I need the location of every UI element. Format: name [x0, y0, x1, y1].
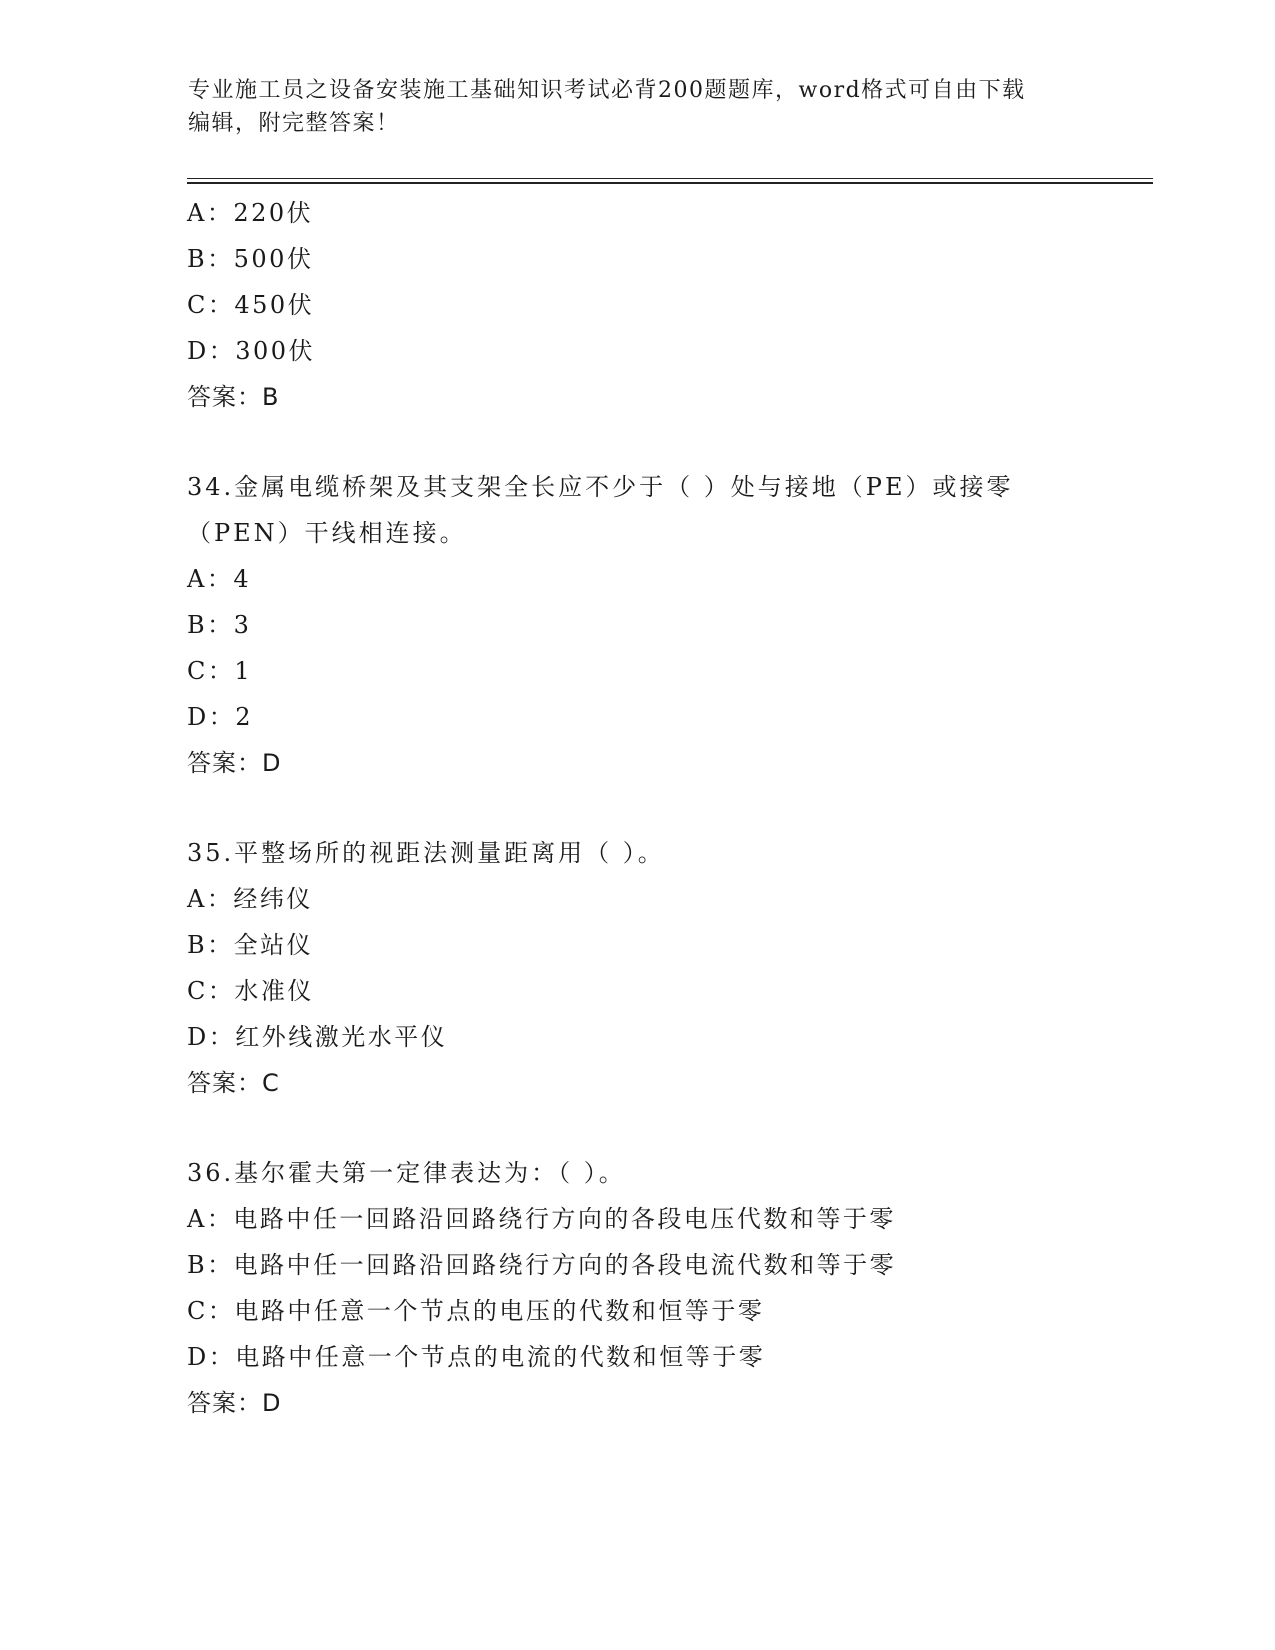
block-spacer [187, 420, 1147, 464]
option-d: D：300伏 [187, 337, 316, 365]
option-b: B：电路中任一回路沿回路绕行方向的各段电流代数和等于零 [187, 1251, 897, 1279]
block-spacer [187, 786, 1147, 830]
option-c: C：1 [187, 657, 253, 685]
question-block [187, 190, 1147, 420]
question-block [187, 464, 1147, 786]
document-header [188, 74, 1068, 140]
question-block [187, 1150, 1147, 1426]
block-spacer [187, 1106, 1147, 1150]
option-c: C：450伏 [187, 291, 315, 319]
option-c: C：电路中任意一个节点的电压的代数和恒等于零 [187, 1297, 765, 1325]
option-d: D：2 [187, 703, 254, 731]
option-b: B：全站仪 [187, 931, 314, 959]
option-b: B：500伏 [187, 245, 314, 273]
option-d: D：红外线激光水平仪 [187, 1023, 448, 1051]
header-line-1: 专业施工员之设备安装施工基础知识考试必背200题题库，word格式可自由下载 [188, 78, 1026, 103]
option-a: A：电路中任一回路沿回路绕行方向的各段电压代数和等于零 [187, 1205, 896, 1233]
header-line-2: 编辑，附完整答案！ [188, 111, 400, 136]
option-c: C：水准仪 [187, 977, 314, 1005]
answer-line: 答案：D [187, 749, 282, 777]
question-text: 35.平整场所的视距法测量距离用（ ）。 [187, 839, 665, 867]
answer-line: 答案：B [187, 383, 280, 411]
header-divider-thin [187, 178, 1153, 179]
answer-line: 答案：C [187, 1069, 280, 1097]
question-text-continued: （PEN）干线相连接。 [187, 519, 467, 547]
option-a: A：220伏 [187, 199, 314, 227]
option-b: B：3 [187, 611, 252, 639]
question-list [187, 190, 1147, 1426]
question-block [187, 830, 1147, 1106]
question-text: 34.金属电缆桥架及其支架全长应不少于（ ）处与接地（PE）或接零 [187, 473, 1014, 501]
header-divider-thick [187, 182, 1153, 184]
option-a: A：4 [187, 565, 252, 593]
question-text: 36.基尔霍夫第一定律表达为：（ ）。 [187, 1159, 626, 1187]
option-d: D：电路中任意一个节点的电流的代数和恒等于零 [187, 1343, 766, 1371]
answer-line: 答案：D [187, 1389, 282, 1417]
option-a: A：经纬仪 [187, 885, 313, 913]
